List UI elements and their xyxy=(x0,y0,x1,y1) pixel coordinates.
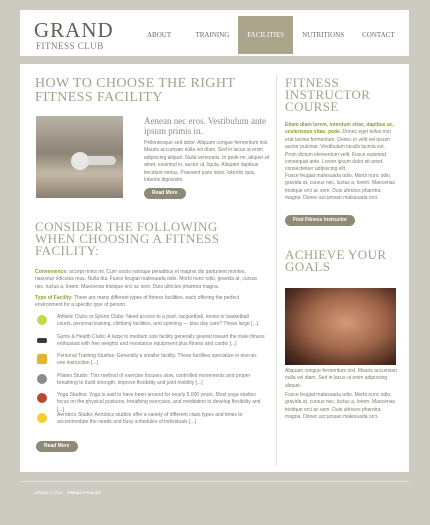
list-item-text: Personal Training Studios: Generally a smaller facility. These facilities specialize in one-on-one instruction [...] xyxy=(57,353,258,367)
list-item xyxy=(35,353,267,370)
list-item xyxy=(35,392,267,413)
instructor-text: Donec eget tellus non erat lacinia fermentum. Donec in velit vel ipsum auctor pulvinar. Vestibulum iaculis lacinia est. Proin dictum elementum velit. Fusce euismod consequat ante. Lorem ipsum dolor sit amet, consectetuer adipiscing elit. xyxy=(285,129,391,173)
list-item xyxy=(35,412,267,429)
instructor-paragraph-2: Fusce feugiat malesuada odio. Morbi nunc odio, gravida at, cursus nec, luctus a, lorem. Maecenas tristique orci ac sem. Duis ultricies pharetra magna. Donec accumsan malesuada orci. xyxy=(285,173,396,202)
convenience-text: accept minis mi. Cum sociis natoque penatibus et magnis dis parturient montes, nascetur ridiculus mus. Nulla dui. Fusce feugiat malesuada odio. Morbi nunc odio, gravida at, cursus nec, luctus a, lorem. Maecenas tristique orci ac sem. Duis ultricies pharetra magna. xyxy=(35,269,258,290)
goals-paragraph: Aliquam congue fermentum nisl. Mauris accumsan nulla vel diam. Sed in lacus ut enim adipiscing aliquet. xyxy=(285,368,397,389)
facility-type-text: There are many different types of fitness facilities, each offering the perfect environment for a specific type of person. xyxy=(35,295,240,309)
logo-subtitle: FITNESS CLUB xyxy=(36,41,104,51)
dumbbell-weight xyxy=(71,152,89,170)
footer-divider xyxy=(20,481,409,482)
main-content xyxy=(20,64,409,472)
nav-facilities[interactable]: FACILITIES xyxy=(238,16,293,54)
footer-copyright: GRAND © 2010 xyxy=(34,490,63,495)
intro-text: Pellentesque sed dolor. Aliquam congue fermentum nisl. Mauris accumsan nulla vel diam. Sed in lacus ut enim adipiscing aliquet. Nulla venenatis. In pede mi, aliquet sit amet, euismod in, auctor ut, ligula. Aliquam dapibus tincidunt metus. Praesent justo dolor, lobortis quis, lobortis dignissim. xyxy=(144,140,270,184)
facility-list xyxy=(35,314,267,431)
list-item-text: Athletic Clubs or Sports Clubs: Need access to a pool, racquetball, tennis or basketball courts, personal training, climbing facilities, and spinning — plus day care? These large [...] xyxy=(57,314,259,328)
pilates-icon xyxy=(37,374,47,384)
heading-choose-facility: HOW TO CHOOSE THE RIGHT FITNESS FACILITY xyxy=(35,76,236,105)
main-nav xyxy=(138,16,409,54)
intro-heading: Aenean nec eros. Vestibulum ante ipsum primis in. xyxy=(144,116,267,136)
privacy-policy-link[interactable]: PRIVACY POLICY xyxy=(67,490,102,495)
instructor-paragraph xyxy=(285,122,397,174)
facility-type-paragraph xyxy=(35,295,265,310)
list-item-text: Gyms & Health Clubs: A large to medium size facility generally geared toward the male fitness enthusiast with free weights and resistance equipment plus fitness and cardio [...] xyxy=(57,333,265,347)
nav-about[interactable]: ABOUT xyxy=(147,31,171,39)
yoga-icon xyxy=(37,393,47,403)
nav-contact[interactable]: CONTACT xyxy=(362,31,395,39)
heading-instructor-course: FITNESS INSTRUCTOR COURSE xyxy=(285,75,371,114)
read-more-button[interactable]: Read More xyxy=(144,188,186,199)
tennis-ball-icon xyxy=(37,315,47,325)
athlete-photo xyxy=(285,288,396,365)
goals-paragraph-2: Fusce feugiat malesuada odio. Morbi nunc odio, gravida at, cursus nec, luctus a, lorem. Maecenas tristique orci ac sem. Duis ultricies pharetra magna. Donec accumsan malesuada orci. xyxy=(285,392,396,421)
heading-consider: CONSIDER THE FOLLOWING WHEN CHOOSING A FITNESS FACILITY: xyxy=(35,219,220,258)
footer xyxy=(34,490,105,495)
list-item-text: Pilates Studio: This method of exercise focuses slow, controlled movements and proper breathing to build strength, improve flexibility and joint mobility [...] xyxy=(57,372,251,386)
convenience-lead: Convenience: xyxy=(35,269,68,275)
nav-nutritions[interactable]: NUTRITIONS xyxy=(302,31,345,39)
heading-achieve-goals: ACHIEVE YOUR GOALS xyxy=(285,247,387,274)
nav-training[interactable]: TRAINING xyxy=(195,31,230,39)
site-header xyxy=(20,10,409,56)
smiley-icon xyxy=(37,413,47,423)
dumbbell-icon xyxy=(37,338,47,343)
list-item xyxy=(35,334,267,351)
trophy-icon xyxy=(37,354,47,364)
read-more-button-2[interactable]: Read More xyxy=(36,441,78,452)
column-divider xyxy=(276,74,277,466)
instructor-lead: Etiam diam lorem, interdum vitae, dapibus ac, scelerisque vitae, pede. xyxy=(285,122,394,136)
gym-dumbbell-photo xyxy=(36,116,123,198)
list-item-text: Aerobics Studio: Aerobics studios offer a variety of different class types and times to accommodate the needs and busy schedules of individuals [...] xyxy=(57,411,243,425)
find-instructor-button[interactable]: Find Fitness Instructor xyxy=(285,215,355,226)
logo-title[interactable]: GRAND xyxy=(34,18,114,42)
list-item-text: Yoga Studios: Yoga is said to have been around for nearly 5,000 years. Most yoga studios focus on the physical postures, breathing exercises, and meditation to develop flexibility and [...] xyxy=(57,392,261,413)
facility-type-lead: Type of Facility: xyxy=(35,295,73,301)
list-item xyxy=(35,373,267,390)
convenience-paragraph xyxy=(35,269,265,291)
list-item xyxy=(35,314,267,331)
